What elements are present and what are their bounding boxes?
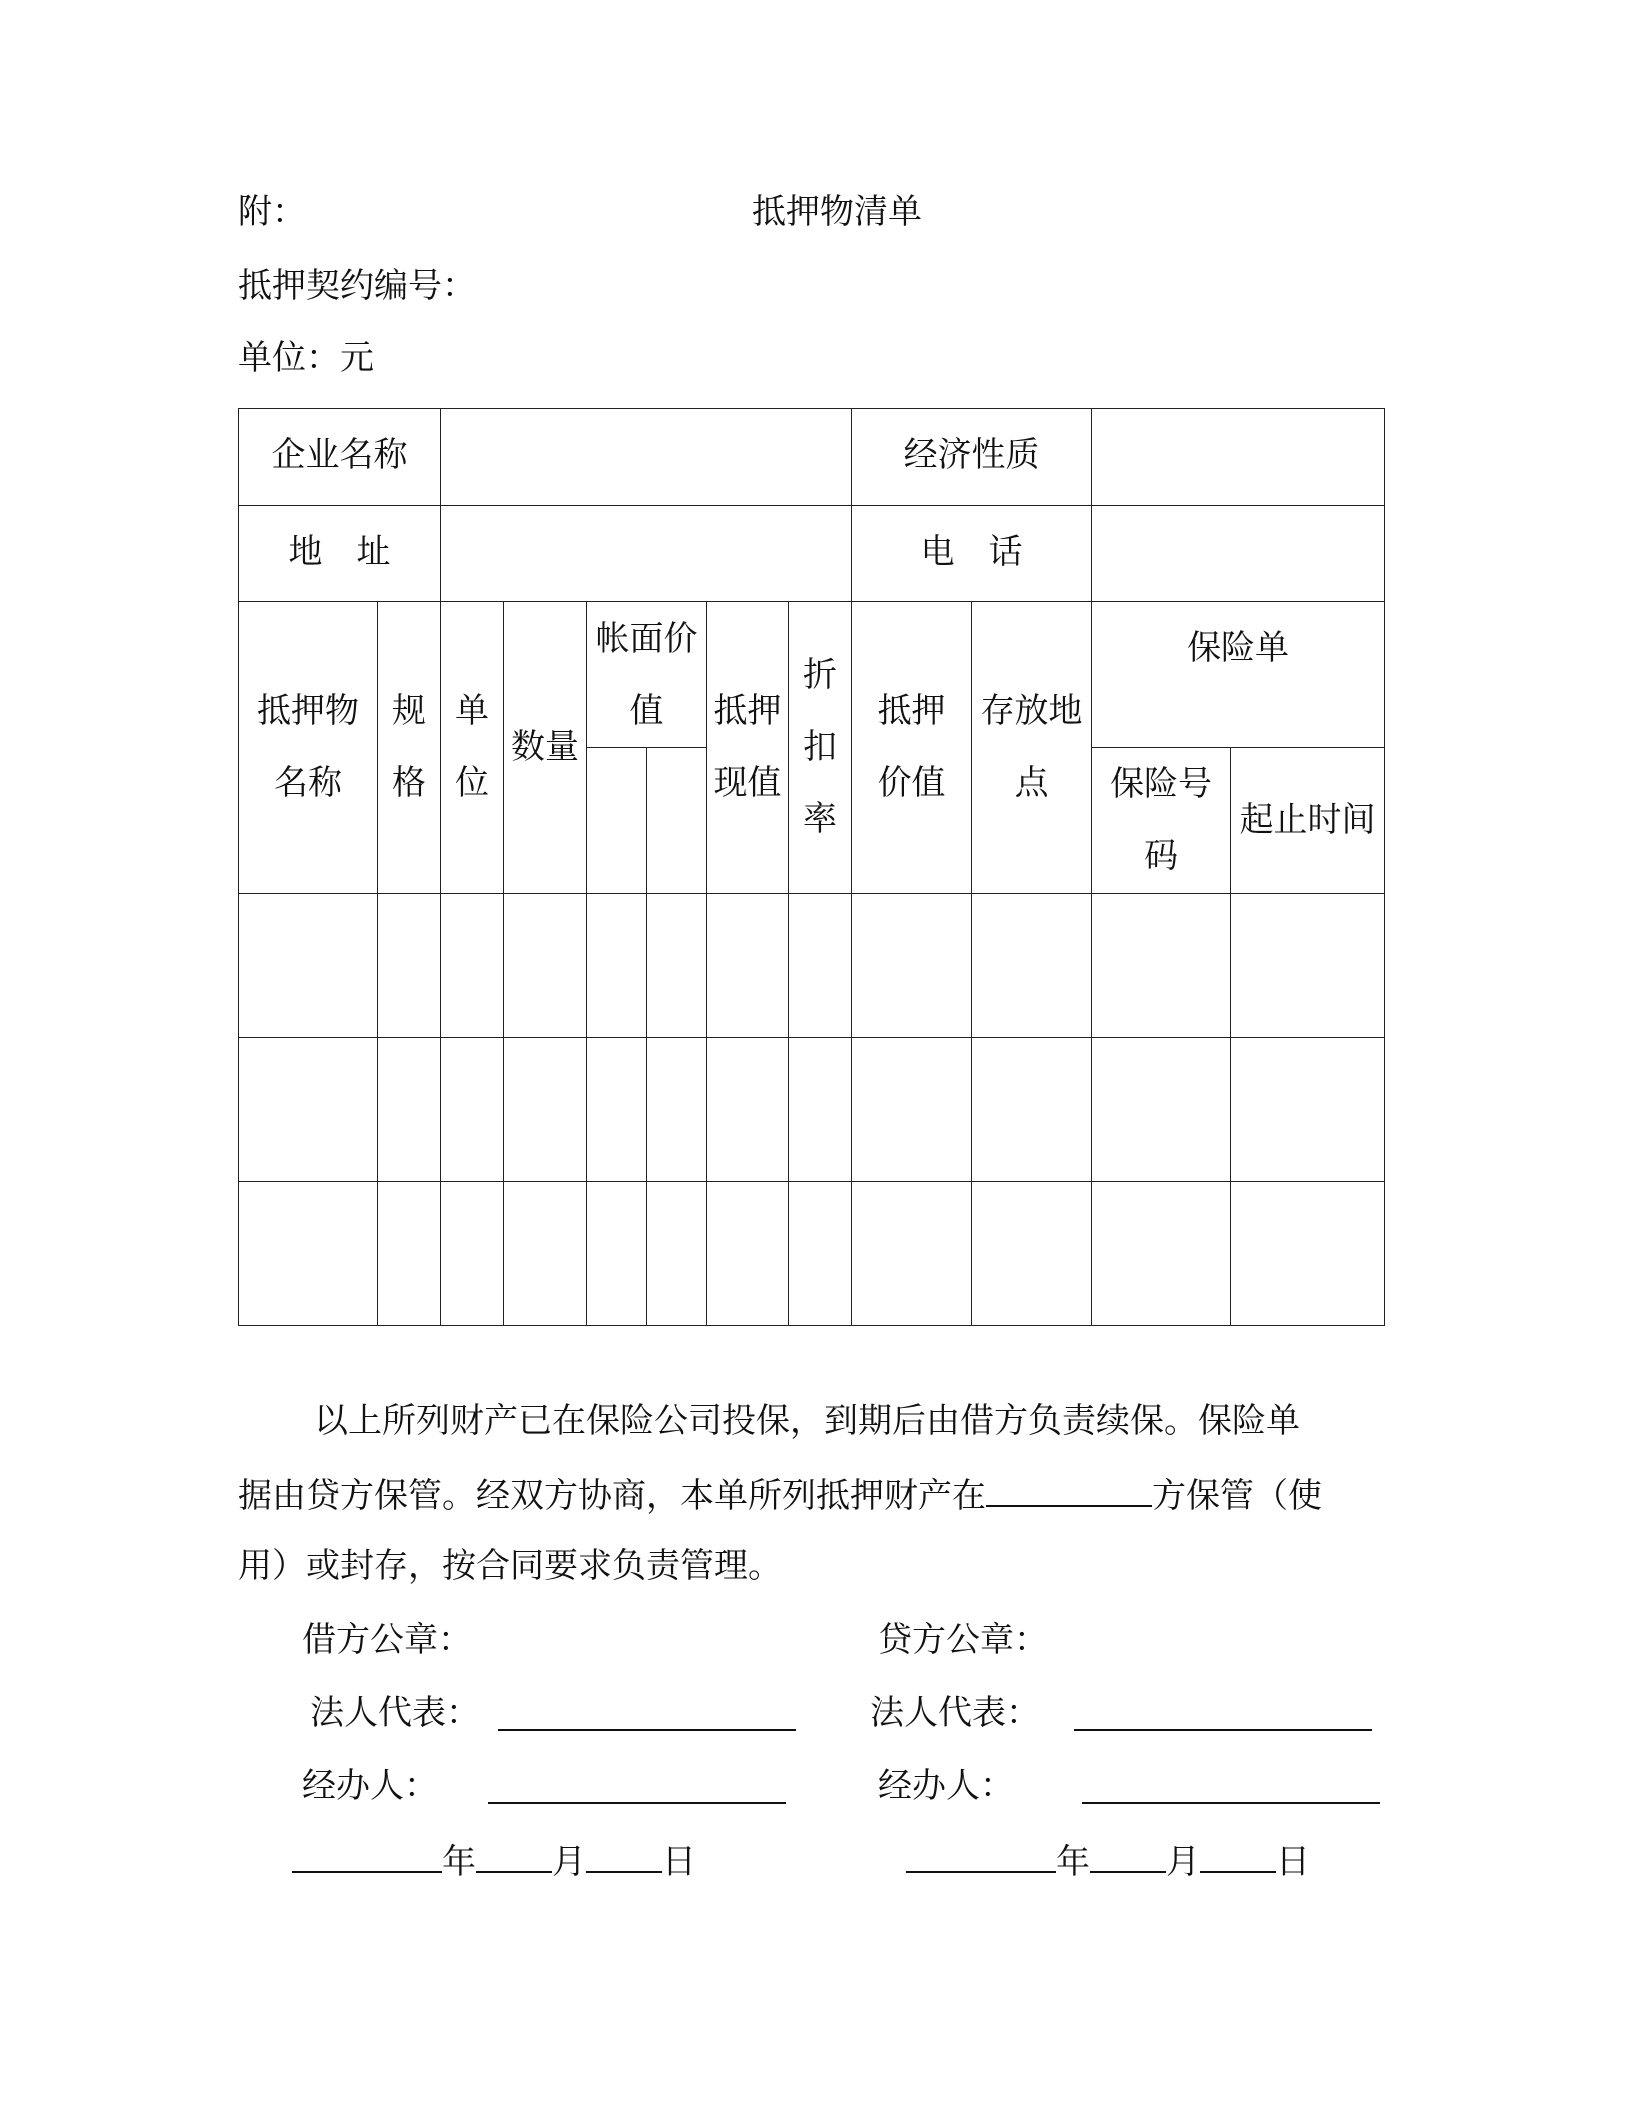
- borrower-legal-rep-label: 法人代表：: [310, 1693, 480, 1733]
- borrower-date: [292, 1839, 696, 1882]
- cell[interactable]: [378, 1181, 441, 1325]
- cell[interactable]: [972, 1181, 1092, 1325]
- paragraph-line-1: 以上所列财产已在保险公司投保，到期后由借方负责续保。保险单: [314, 1401, 1300, 1441]
- cell[interactable]: [647, 1181, 707, 1325]
- cell[interactable]: [239, 1181, 378, 1325]
- borrower-month-blank[interactable]: [476, 1839, 552, 1873]
- col-header-unit: 单 位: [441, 602, 504, 893]
- custodian-blank[interactable]: [986, 1473, 1152, 1507]
- lender-legal-rep-line[interactable]: [1074, 1697, 1372, 1731]
- cell[interactable]: [1092, 1181, 1231, 1325]
- phone-field[interactable]: [1092, 506, 1385, 602]
- cell[interactable]: [972, 893, 1092, 1037]
- lender-day-blank[interactable]: [1200, 1839, 1276, 1873]
- cell[interactable]: [707, 1037, 789, 1181]
- col-header-insurance: 保险单: [1092, 602, 1385, 748]
- borrower-legal-rep-line[interactable]: [498, 1697, 796, 1731]
- address-field[interactable]: [441, 506, 852, 602]
- cell[interactable]: [504, 893, 587, 1037]
- phone-label: 电 话: [852, 506, 1092, 602]
- month-label: 月: [1166, 1842, 1200, 1882]
- table-row: [239, 893, 1385, 1037]
- cell[interactable]: [441, 1181, 504, 1325]
- cell[interactable]: [587, 1181, 647, 1325]
- cell[interactable]: [441, 893, 504, 1037]
- col-header-quantity: 数量: [504, 602, 587, 893]
- borrower-day-blank[interactable]: [586, 1839, 662, 1873]
- economic-nature-label: 经济性质: [852, 409, 1092, 506]
- cell[interactable]: [789, 893, 852, 1037]
- borrower-handler-label: 经办人：: [302, 1766, 438, 1806]
- cell[interactable]: [587, 893, 647, 1037]
- paragraph-line-2-start: 据由贷方保管。经双方协商，本单所列抵押财产在: [238, 1476, 986, 1516]
- cell[interactable]: [239, 1037, 378, 1181]
- cell[interactable]: [707, 1181, 789, 1325]
- cell[interactable]: [239, 893, 378, 1037]
- col-header-policy-number: 保险号 码: [1092, 748, 1231, 893]
- col-header-book-value: 帐面价 值: [587, 602, 707, 748]
- cell[interactable]: [707, 893, 789, 1037]
- borrower-year-blank[interactable]: [292, 1839, 442, 1873]
- cell[interactable]: [789, 1037, 852, 1181]
- cell[interactable]: [972, 1037, 1092, 1181]
- cell[interactable]: [504, 1181, 587, 1325]
- col-header-storage-location: 存放地 点: [972, 602, 1092, 893]
- cell[interactable]: [1092, 893, 1231, 1037]
- month-label: 月: [552, 1842, 586, 1882]
- company-name-label: 企业名称: [239, 409, 441, 506]
- cell[interactable]: [378, 893, 441, 1037]
- col-header-discount-rate: 折 扣 率: [789, 602, 852, 893]
- address-label: 地 址: [239, 506, 441, 602]
- lender-handler-label: 经办人：: [878, 1766, 1014, 1806]
- col-header-item-name: 抵押物 名称: [239, 602, 378, 893]
- cell[interactable]: [441, 1037, 504, 1181]
- cell[interactable]: [852, 1181, 972, 1325]
- cell[interactable]: [378, 1037, 441, 1181]
- cell[interactable]: [504, 1037, 587, 1181]
- attachment-prefix: 附：: [238, 192, 306, 232]
- lender-year-blank[interactable]: [906, 1839, 1056, 1873]
- table-row: [239, 1181, 1385, 1325]
- cell[interactable]: [1092, 1037, 1231, 1181]
- cell[interactable]: [1231, 893, 1385, 1037]
- lender-handler-line[interactable]: [1082, 1770, 1380, 1804]
- col-header-present-value: 抵押 现值: [707, 602, 789, 893]
- cell[interactable]: [647, 1037, 707, 1181]
- lender-seal-label: 贷方公章：: [878, 1620, 1048, 1660]
- cell[interactable]: [587, 1037, 647, 1181]
- lender-legal-rep-label: 法人代表：: [870, 1693, 1040, 1733]
- economic-nature-field[interactable]: [1092, 409, 1385, 506]
- day-label: 日: [1276, 1842, 1310, 1882]
- lender-date: [906, 1839, 1310, 1882]
- col-header-spec: 规 格: [378, 602, 441, 893]
- col-header-mortgage-value: 抵押 价值: [852, 602, 972, 893]
- day-label: 日: [662, 1842, 696, 1882]
- cell[interactable]: [1231, 1037, 1385, 1181]
- col-header-period: 起止时间: [1231, 748, 1385, 893]
- collateral-table: [238, 408, 1385, 1326]
- cell[interactable]: [647, 893, 707, 1037]
- book-value-subcell-1: [587, 748, 647, 893]
- cell[interactable]: [789, 1181, 852, 1325]
- year-label: 年: [442, 1842, 476, 1882]
- lender-month-blank[interactable]: [1090, 1839, 1166, 1873]
- year-label: 年: [1056, 1842, 1090, 1882]
- paragraph-line-2-end: 方保管（使: [1152, 1476, 1322, 1516]
- contract-number-label: 抵押契约编号：: [238, 266, 476, 306]
- paragraph-line-2: [238, 1473, 1384, 1516]
- cell[interactable]: [852, 1037, 972, 1181]
- borrower-handler-line[interactable]: [488, 1770, 786, 1804]
- company-name-field[interactable]: [441, 409, 852, 506]
- cell[interactable]: [852, 893, 972, 1037]
- cell[interactable]: [1231, 1181, 1385, 1325]
- book-value-subcell-2: [647, 748, 707, 893]
- table-row: [239, 1037, 1385, 1181]
- borrower-seal-label: 借方公章：: [302, 1620, 472, 1660]
- paragraph-line-3: 用）或封存，按合同要求负责管理。: [238, 1546, 782, 1586]
- document-title: 抵押物清单: [752, 192, 922, 232]
- unit-label: 单位：元: [238, 338, 374, 378]
